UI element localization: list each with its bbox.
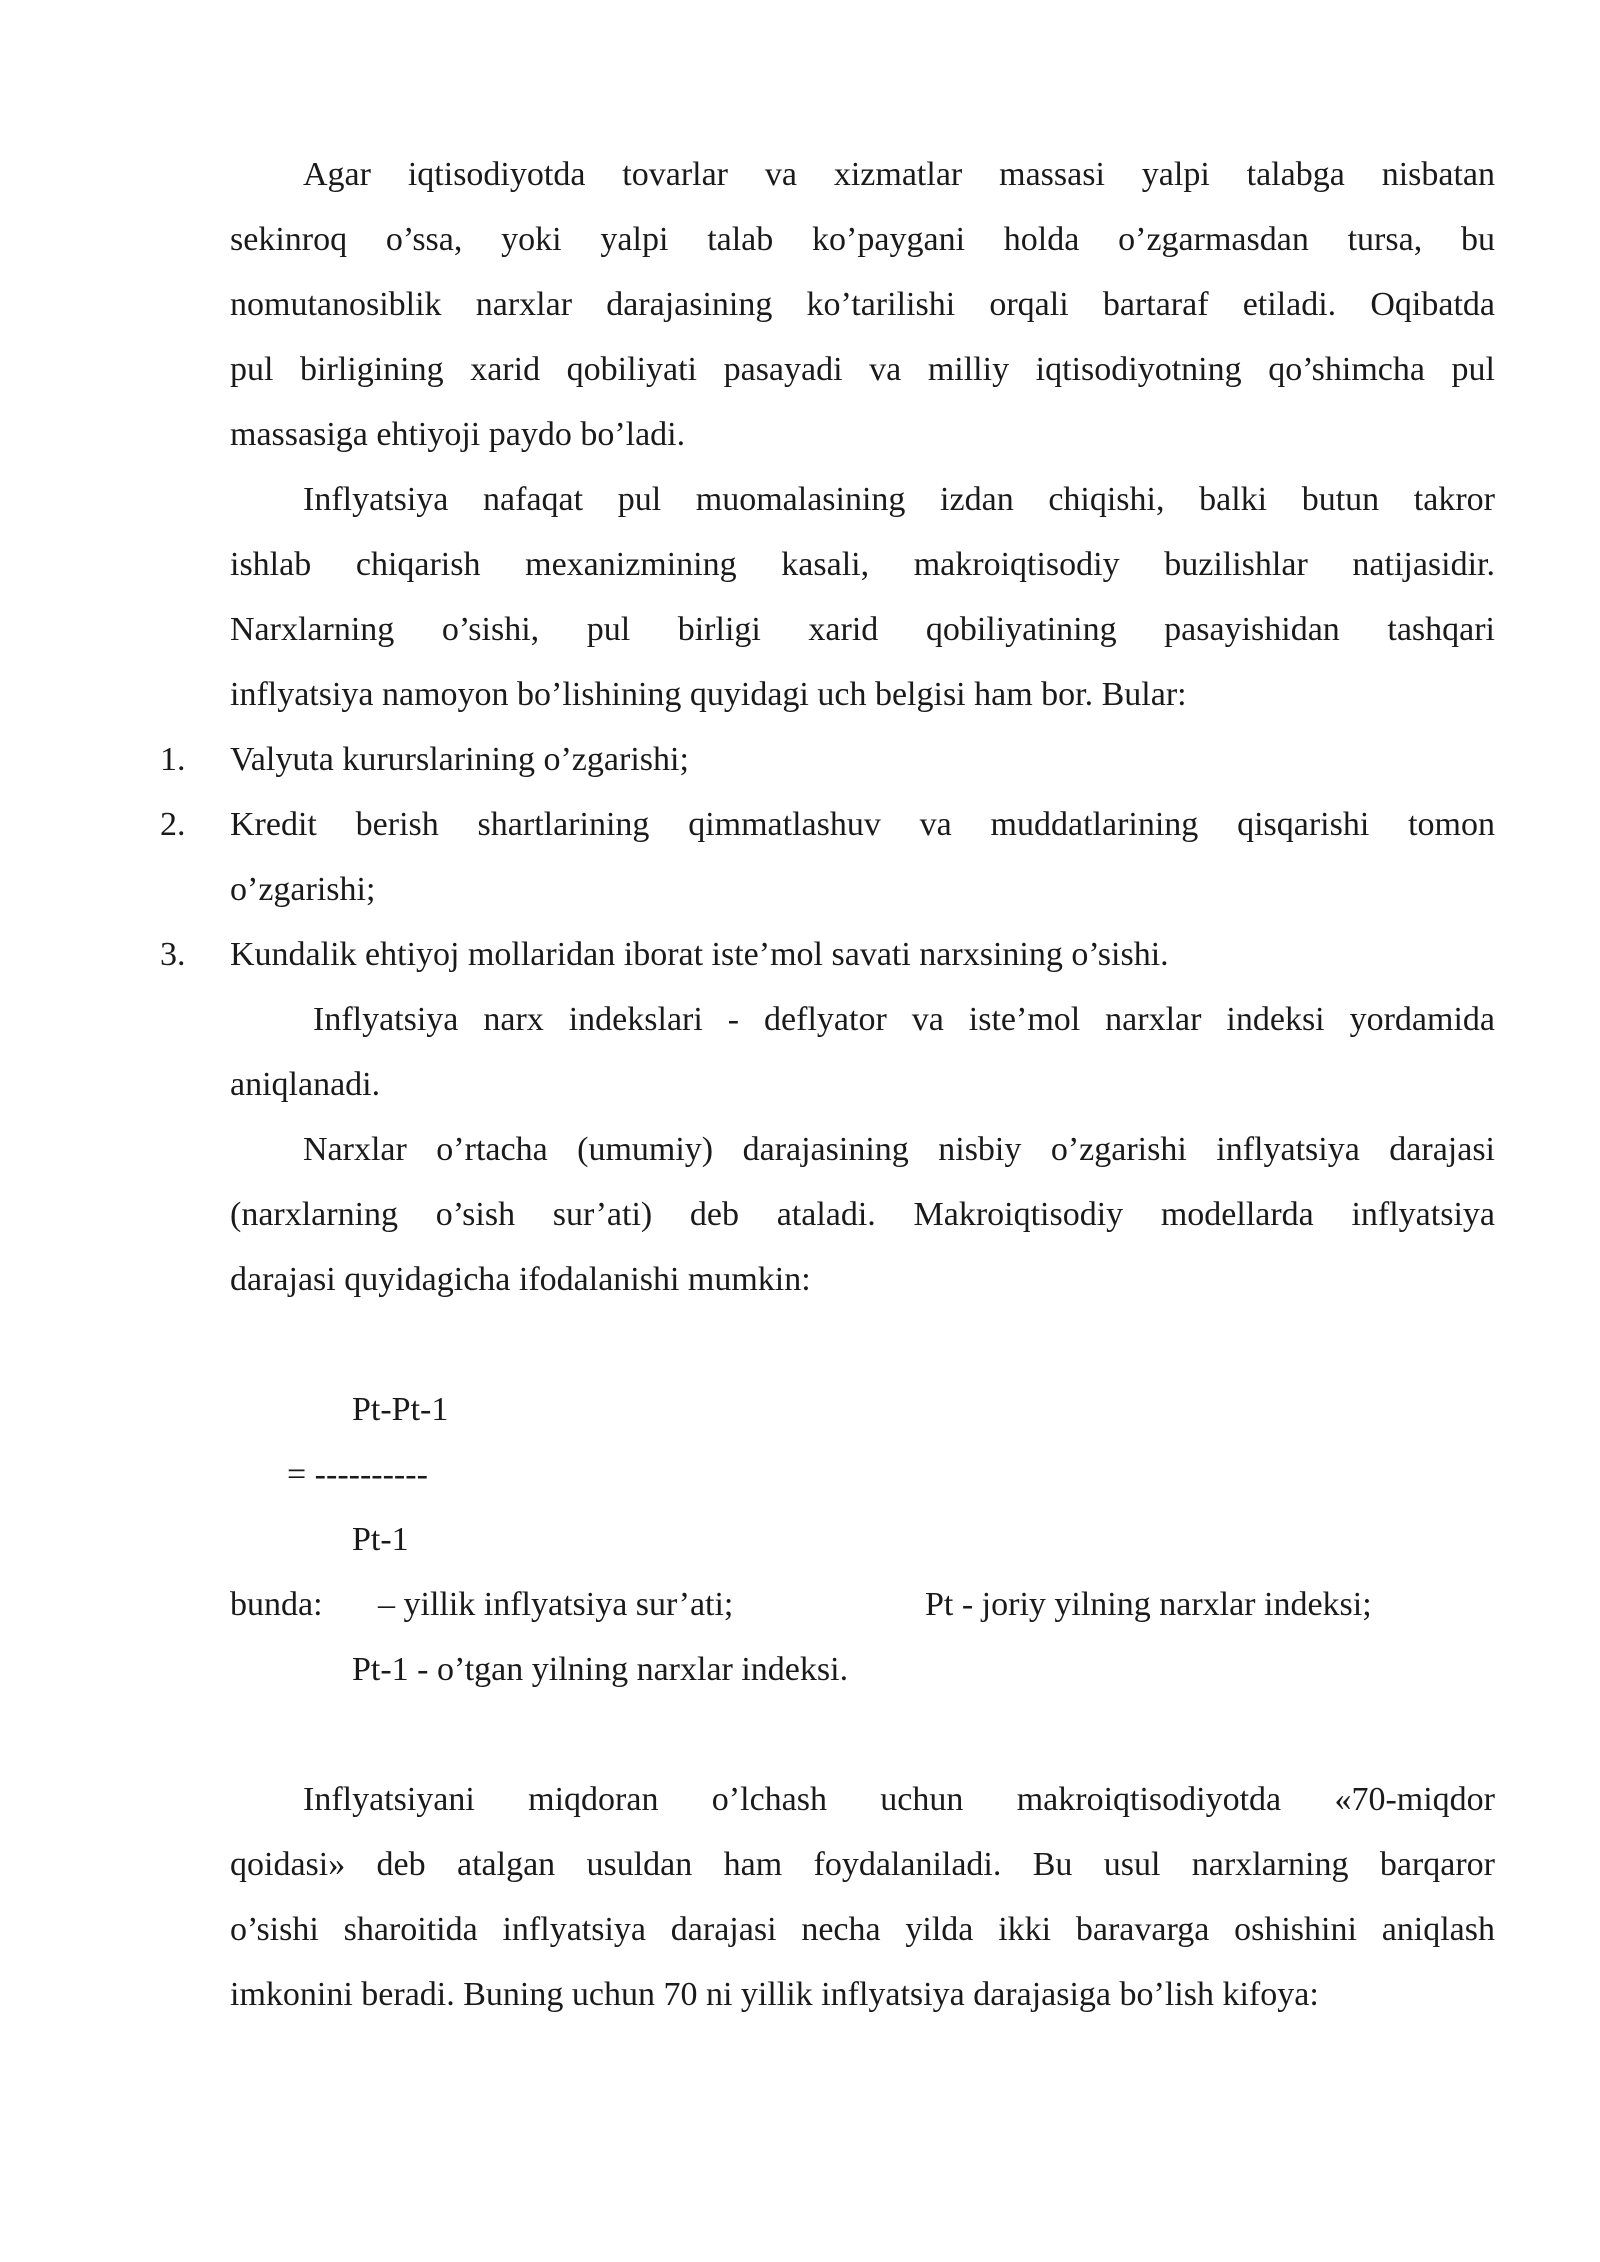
legend-item-pt: Pt - joriy yilning narxlar indeksi; bbox=[925, 1586, 1372, 1623]
formula-denominator: Pt-1 bbox=[352, 1521, 409, 1558]
paragraph-1-line-5: massasiga ehtiyoji paydo bo’ladi. bbox=[230, 416, 686, 453]
paragraph-2-line-3: Narxlarning o’sishi, pul birligi xarid qobiliyatining pasayishidan tashqari bbox=[230, 611, 1495, 648]
paragraph-4-line-2: (narxlarning o’sish sur’ati) deb ataladi. Makroiqtisodiy modellarda inflyatsiya bbox=[230, 1196, 1495, 1233]
paragraph-1-line-3: nomutanosiblik narxlar darajasining ko’tarilishi orqali bartaraf etiladi. Oqibatda bbox=[230, 286, 1495, 323]
paragraph-2-line-4: inflyatsiya namoyon bo’lishining quyidagi uch belgisi ham bor. Bular: bbox=[230, 676, 1187, 713]
paragraph-2-line-2: ishlab chiqarish mexanizmining kasali, makroiqtisodiy buzilishlar natijasidir. bbox=[230, 546, 1495, 583]
paragraph-3-line-1: Inflyatsiya narx indekslari - deflyator va iste’mol narxlar indeksi yordamida bbox=[313, 1001, 1495, 1038]
paragraph-2-line-1: Inflyatsiya nafaqat pul muomalasining izdan chiqishi, balki butun takror bbox=[303, 481, 1495, 518]
legend-bunda: bunda: bbox=[230, 1586, 323, 1623]
list-number-2: 2. bbox=[160, 806, 186, 843]
list-number-3: 3. bbox=[160, 936, 186, 973]
formula-equals-line: = ---------- bbox=[287, 1456, 428, 1493]
paragraph-4-line-1: Narxlar o’rtacha (umumiy) darajasining nisbiy o’zgarishi inflyatsiya darajasi bbox=[303, 1131, 1495, 1168]
list-item-1-line-1: Valyuta kururslarining o’zgarishi; bbox=[230, 741, 689, 778]
paragraph-1-line-1: Agar iqtisodiyotda tovarlar va xizmatlar massasi yalpi talabga nisbatan bbox=[303, 156, 1495, 193]
paragraph-1-line-4: pul birligining xarid qobiliyati pasayadi va milliy iqtisodiyotning qo’shimcha pul bbox=[230, 351, 1495, 388]
paragraph-4-line-3: darajasi quyidagicha ifodalanishi mumkin: bbox=[230, 1261, 811, 1298]
list-number-1: 1. bbox=[160, 741, 186, 778]
paragraph-5-line-4: imkonini beradi. Buning uchun 70 ni yillik inflyatsiya darajasiga bo’lish kifoya: bbox=[230, 1976, 1319, 2013]
paragraph-3-line-2: aniqlanadi. bbox=[230, 1066, 381, 1103]
paragraph-1-line-2: sekinroq o’ssa, yoki yalpi talab ko’paygani holda o’zgarmasdan tursa, bu bbox=[230, 221, 1495, 258]
paragraph-5-line-2: qoidasi» deb atalgan usuldan ham foydalaniladi. Bu usul narxlarning barqaror bbox=[230, 1846, 1495, 1883]
list-item-3-line-1: Kundalik ehtiyoj mollaridan iborat iste’mol savati narxsining o’sishi. bbox=[230, 936, 1169, 973]
formula-numerator: Pt-Pt-1 bbox=[352, 1391, 449, 1428]
legend-item-rate: – yillik inflyatsiya sur’ati; bbox=[378, 1586, 734, 1623]
paragraph-5-line-3: o’sishi sharoitida inflyatsiya darajasi necha yilda ikki baravarga oshishini aniqlash bbox=[230, 1911, 1495, 1948]
legend-item-pt-1: Pt-1 - o’tgan yilning narxlar indeksi. bbox=[352, 1651, 849, 1688]
list-item-2-line-2: o’zgarishi; bbox=[230, 871, 376, 908]
list-item-2-line-1: Kredit berish shartlarining qimmatlashuv va muddatlarining qisqarishi tomon bbox=[230, 806, 1495, 843]
paragraph-5-line-1: Inflyatsiyani miqdoran o’lchash uchun makroiqtisodiyotda «70-miqdor bbox=[303, 1781, 1495, 1818]
